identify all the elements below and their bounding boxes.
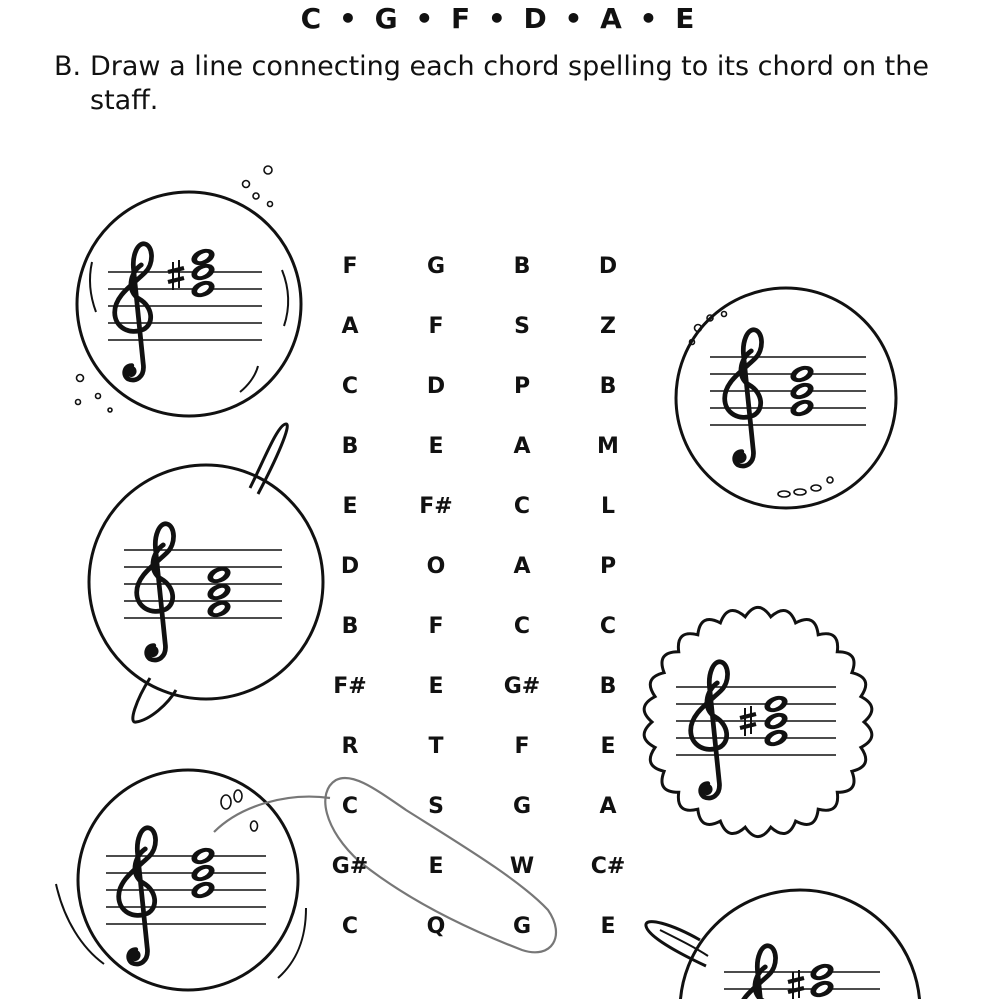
grid-letter: C [341,914,359,939]
grid-letter: Q [426,914,446,939]
grid-letter: C [341,794,359,819]
grid-letter: B [341,434,359,459]
planet-sun-right [644,607,872,836]
grid-letter: E [428,854,444,879]
grid-letter: P [599,554,617,579]
grid-letter: F [428,614,444,639]
grid-letter: A [513,434,531,459]
planet-bottom-right [646,890,920,999]
grid-letter: B [599,374,617,399]
grid-letter: E [600,914,616,939]
grid-letter: F# [419,494,453,519]
grid-letter: L [600,494,616,519]
grid-letter: B [599,674,617,699]
grid-letter: D [598,254,618,279]
grid-letter: C# [590,854,626,879]
planet-ring-left [89,424,323,722]
grid-letter: M [597,434,619,459]
planet-moon-right [676,288,896,508]
grid-letter: G [426,254,446,279]
grid-letter: Z [600,314,616,339]
grid-letter: G [512,794,532,819]
grid-letter: E [428,434,444,459]
grid-letter: S [428,794,444,819]
grid-letter: E [428,674,444,699]
letter-sequence: C • G • F • D • A • E [300,2,699,35]
grid-letter: W [509,854,535,879]
grid-letter: A [341,314,359,339]
grid-letter: O [426,554,446,579]
grid-letter: E [342,494,358,519]
grid-letter: G# [503,674,541,699]
grid-letter: B [513,254,531,279]
grid-letter: D [426,374,446,399]
grid-letter: D [340,554,360,579]
grid-letter: A [599,794,617,819]
grid-letter: R [341,734,359,759]
grid-letter: S [514,314,530,339]
grid-letter: C [513,614,531,639]
grid-letter: C [341,374,359,399]
grid-letter: T [428,734,444,759]
grid-letter: C [513,494,531,519]
grid-letter: F [428,314,444,339]
instruction-line-2: staff. [90,85,159,116]
grid-letter: A [513,554,531,579]
planet-moon-top-left [76,166,302,416]
grid-letter: G [512,914,532,939]
instruction-line-1: Draw a line connecting each chord spelling to its chord on the [90,51,929,82]
instruction-label: B. [54,51,82,82]
grid-letter: G# [331,854,369,879]
grid-letter: F [342,254,358,279]
grid-letter: P [513,374,531,399]
grid-letter: F [514,734,530,759]
grid-letter: B [341,614,359,639]
grid-letter: C [599,614,617,639]
grid-letter: F# [333,674,367,699]
grid-letter: E [600,734,616,759]
